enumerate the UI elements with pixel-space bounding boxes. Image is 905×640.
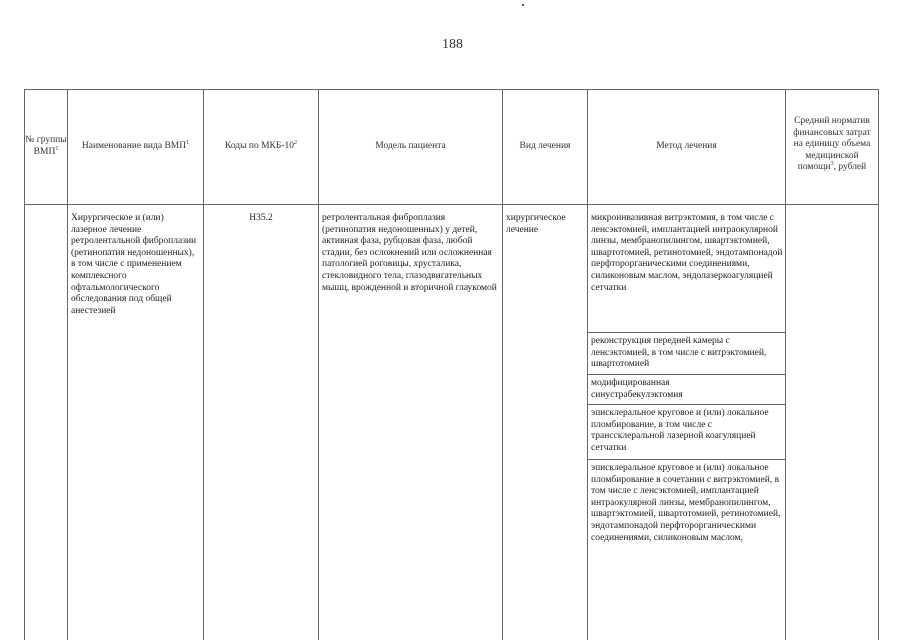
method-divider (587, 459, 785, 460)
header-method-label: Метод лечения (656, 141, 717, 151)
method-divider (587, 404, 785, 405)
header-model-label: Модель пациента (375, 141, 446, 151)
row-model: ретролентальная фиброплазия (ретинопатия недоношенных) у детей, активная фаза, рубцовая фаза, любой стадии, без осложнений или осложненная патологией роговицы, хрусталика, стекловидного тела, глазодвигательных мышц, врожденной и вторичной глаукомой (322, 213, 497, 293)
method-item: реконструкция передней камеры с ленсэктомией, в том числе с витрэктомией, швартотомией (591, 336, 767, 370)
header-treatment-label: Вид лечения (519, 141, 571, 151)
header-name (68, 92, 203, 200)
method-divider (587, 332, 785, 333)
method-item: микроинвазивная витрэктомия, в том числе с ленсэктомией, имплантацией интраокулярной линзы, мембранопилингом, швартэктомией, швартотомией, ретинотомией, эндотампонадой перфторорганическими соединениями, силиконовым маслом, эндолазеркоагуляцией сетчатки (591, 213, 783, 293)
col-divider (878, 89, 879, 640)
header-codes-label: Коды по МКБ-10 (224, 141, 295, 151)
header-cost-unit: , рублей (833, 162, 867, 173)
header-cost (792, 90, 872, 200)
page-number: 188 (442, 37, 463, 52)
method-item: эписклеральное круговое и (или) локальное пломбирование, в том числе с транссклеральной лазерной коагуляцией сетчатки (591, 408, 769, 453)
scan-speck (522, 4, 524, 6)
header-group (25, 92, 67, 200)
header-method (588, 92, 785, 200)
table-top-border (24, 89, 878, 90)
header-name-label: Наименование вида ВМП (81, 141, 187, 151)
header-treatment (503, 92, 587, 200)
method-divider (587, 374, 785, 375)
header-codes-footnote: 2 (294, 139, 298, 146)
header-group-label: № группы ВМП (25, 135, 67, 157)
header-name-footnote: 1 (186, 139, 190, 146)
header-bottom-border (24, 204, 878, 205)
method-item: модифицированная синустрабекулэктомия (591, 378, 683, 400)
header-model (319, 92, 502, 200)
header-cost-footnote: 3 (830, 161, 834, 168)
row-treatment: хирургическое лечение (506, 213, 566, 235)
row-name: Хирургическое и (или) лазерное лечение ретролентальной фиброплазии (ретинопатия недоношенных), в том числе с применением комплексного офтальмологического обследования под общей анестезией (71, 213, 197, 316)
header-codes (204, 92, 318, 200)
method-item: эписклеральное круговое и (или) локальное пломбирование в сочетании с витрэктомией, в том числе с ленсэктомией, имплантацией интраокулярной линзы, мембранопилингом, швартэктомией, швартотомией, ретинотомией, эндотампонадой перфторорганическими соединениями, силиконовым маслом, (591, 463, 781, 543)
header-group-footnote: 1 (55, 145, 59, 152)
header-cost-label: Средний норматив финансовых затрат на единицу объема медицинской помощи (793, 116, 871, 173)
col-divider (785, 89, 786, 640)
row-codes: H35.2 (249, 213, 273, 223)
